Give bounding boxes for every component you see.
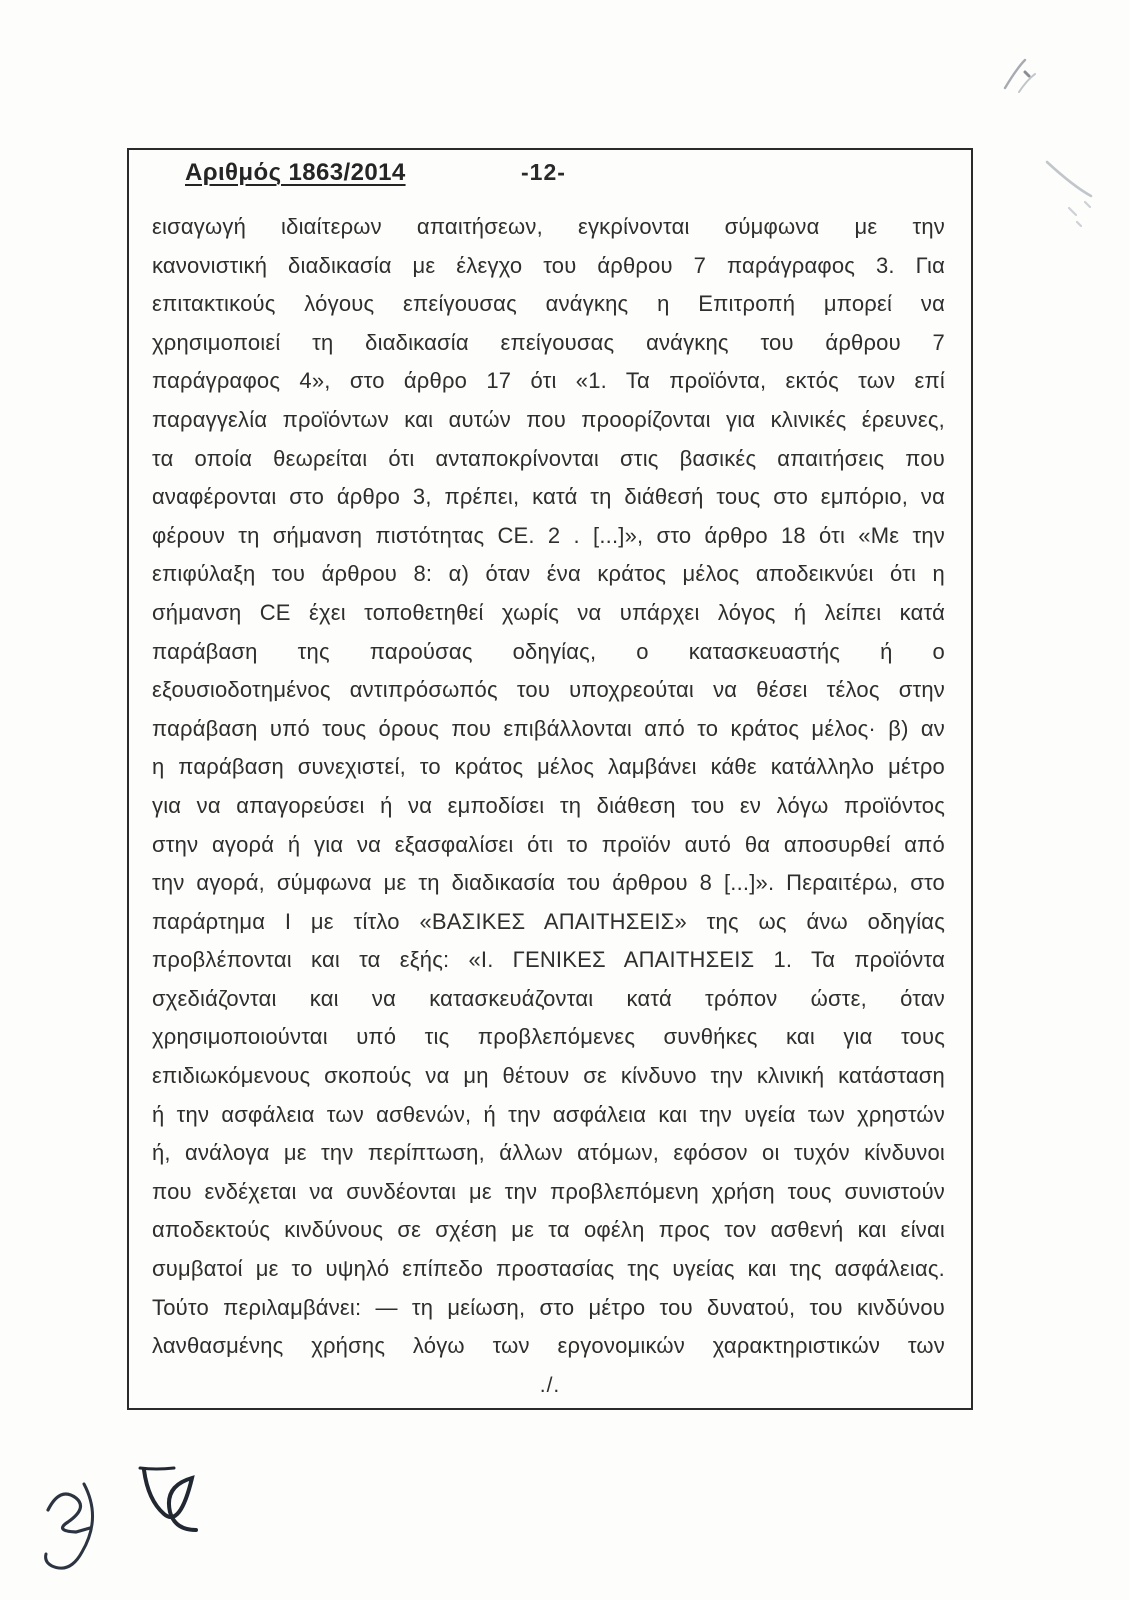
text-line: στην αγορά ή για να εξασφαλίσει ότι το προϊόν αυτό θα αποσυρθεί από [152, 831, 945, 857]
handwritten-initials-center [130, 1458, 206, 1542]
text-line: ή την ασφάλεια των ασθενών, ή την ασφάλεια και την υγεία των χρηστών [152, 1101, 945, 1127]
text-line: λανθασμένης χρήσης λόγω των εργονομικών χαρακτηριστικών των [152, 1333, 945, 1359]
text-line: σχεδιάζονται και να κατασκευάζονται κατά τρόπον ώστε, όταν [152, 985, 945, 1011]
text-line: σήμανση CE έχει τοποθετηθεί χωρίς να υπάρχει λόγος ή λείπει κατά [152, 599, 945, 625]
text-line: παράρτημα Ι με τίτλο «ΒΑΣΙΚΕΣ ΑΠΑΙΤΗΣΕΙΣ» της ως άνω οδηγίας [152, 908, 945, 934]
text-line: την αγορά, σύμφωνα με τη διαδικασία του άρθρου 8 [...]». Περαιτέρω, στο [152, 870, 945, 896]
case-number: Αριθμός 1863/2014 [185, 159, 406, 186]
text-line: Τούτο περιλαμβάνει: — τη μείωση, στο μέτρο του δυνατού, του κινδύνου [152, 1294, 945, 1320]
text-line: φέρουν τη σήμανση πιστότητας CE. 2 . [...]», στο άρθρο 18 ότι «Με την [152, 522, 945, 548]
document-body [152, 208, 945, 1366]
text-line: αποδεκτούς κινδύνους σε σχέση με τα οφέλη προς τον ασθενή και είναι [152, 1217, 945, 1243]
text-line: χρησιμοποιούνται υπό τις προβλεπόμενες συνθήκες και για τους [152, 1024, 945, 1050]
text-line: για να απαγορεύσει ή να εμποδίσει τη διάθεση του εν λόγω προϊόντος [152, 792, 945, 818]
handwritten-initials-left [28, 1468, 112, 1584]
text-line: που ενδέχεται να συνδέονται με την προβλεπόμενη χρήση τους συνιστούν [152, 1178, 945, 1204]
text-line: επιδιωκόμενους σκοπούς να μη θέτουν σε κίνδυνο την κλινική κατάσταση [152, 1063, 945, 1089]
text-line: παράβαση υπό τους όρους που επιβάλλονται από το κράτος μέλος· β) αν [152, 715, 945, 741]
text-line: επιτακτικούς λόγους επείγουσας ανάγκης η Επιτροπή μπορεί να [152, 291, 945, 317]
text-line: ή, ανάλογα με την περίπτωση, άλλων ατόμων, εφόσον οι τυχόν κίνδυνοι [152, 1140, 945, 1166]
text-line: επιφύλαξη του άρθρου 8: α) όταν ένα κράτος μέλος αποδεικνύει ότι η [152, 561, 945, 587]
text-line: αναφέρονται στο άρθρο 3, πρέπει, κατά τη διάθεσή τους στο εμπόριο, να [152, 484, 945, 510]
text-line: παραγγελία προϊόντων και αυτών που προορίζονται για κλινικές έρευνες, [152, 406, 945, 432]
page-number: -12- [521, 159, 566, 185]
pen-mark-top-right-upper [995, 50, 1065, 120]
pen-mark-top-right-lower [1035, 150, 1115, 246]
text-line: συμβατοί με το υψηλό επίπεδο προστασίας της υγείας και της ασφάλειας. [152, 1256, 945, 1282]
footer-continuation-mark: ./. [539, 1373, 561, 1397]
page-frame [127, 148, 973, 1410]
text-line: κανονιστική διαδικασία με έλεγχο του άρθρου 7 παράγραφος 3. Για [152, 252, 945, 278]
text-line: προβλέπονται και τα εξής: «Ι. ΓΕΝΙΚΕΣ ΑΠΑΙΤΗΣΕΙΣ 1. Τα προϊόντα [152, 947, 945, 973]
text-line: παράβαση της παρούσας οδηγίας, ο κατασκευαστής ή ο [152, 638, 945, 664]
text-line: η παράβαση συνεχιστεί, το κράτος μέλος λαμβάνει κάθε κατάλληλο μέτρο [152, 754, 945, 780]
text-line: παράγραφος 4», στο άρθρο 17 ότι «1. Τα προϊόντα, εκτός των επί [152, 368, 945, 394]
text-line: τα οποία θεωρείται ότι ανταποκρίνονται στις βασικές απαιτήσεις που [152, 445, 945, 471]
page-header [129, 150, 971, 192]
text-line: εξουσιοδοτημένος αντιπρόσωπός του υποχρεούται να θέσει τέλος στην [152, 677, 945, 703]
text-line: χρησιμοποιεί τη διαδικασία επείγουσας ανάγκης του άρθρου 7 [152, 329, 945, 355]
text-line: εισαγωγή ιδιαίτερων απαιτήσεων, εγκρίνονται σύμφωνα με την [152, 214, 945, 239]
